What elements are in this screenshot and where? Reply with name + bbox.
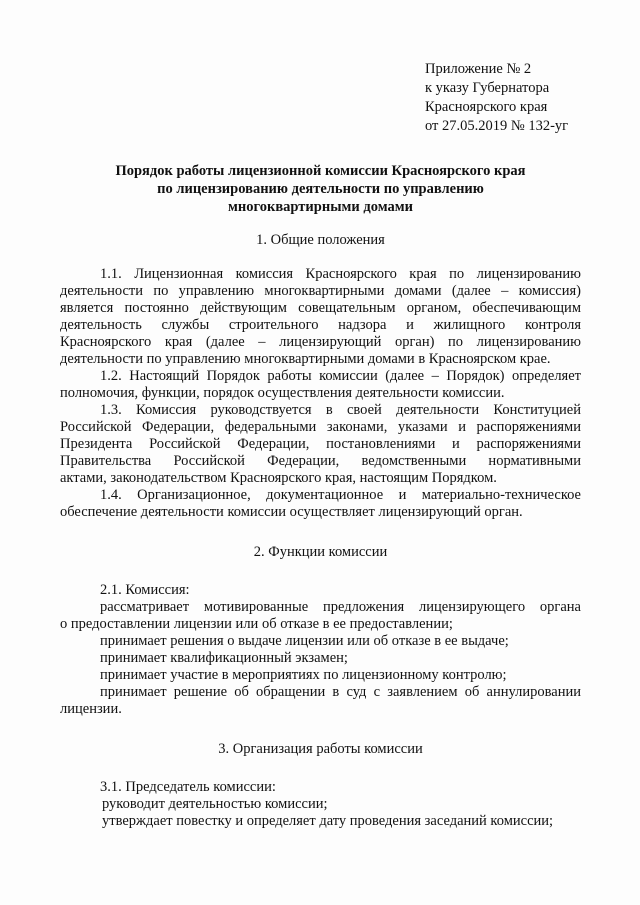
appendix-line: Приложение № 2 bbox=[425, 61, 532, 77]
text-line: принимает участие в мероприятиях по лицензионному контролю; bbox=[100, 667, 507, 683]
text-line: принимает квалификационный экзамен; bbox=[100, 650, 348, 666]
paragraph-1-1 bbox=[60, 266, 581, 368]
text-line: принимает решения о выдаче лицензии или об отказе в ее выдаче; bbox=[100, 633, 509, 649]
appendix-line: Красноярского края bbox=[425, 99, 548, 115]
text-line: утверждает повестку и определяет дату проведения заседаний комиссии; bbox=[102, 813, 554, 829]
paragraph-2-1 bbox=[60, 582, 581, 718]
section-heading-general: 1. Общие положения bbox=[256, 232, 385, 248]
text-line: Президента Российской Федерации, постановлениями и распоряжениями bbox=[60, 436, 581, 452]
text-line: Российской Федерации, федеральными законами, указами и распоряжениями bbox=[60, 419, 581, 435]
section-heading-functions: 2. Функции комиссии bbox=[253, 544, 388, 560]
appendix-line: от 27.05.2019 № 132-уг bbox=[425, 118, 569, 134]
title-line: Порядок работы лицензионной комиссии Красноярского края bbox=[115, 163, 526, 179]
text-line: 3.1. Председатель комиссии: bbox=[100, 779, 276, 795]
text-line: принимает решение об обращении в суд с заявлением об аннулировании bbox=[100, 684, 581, 700]
text-line: Красноярского края (далее – лицензирующий орган) по лицензированию bbox=[60, 334, 581, 350]
text-line: обеспечение деятельности комиссии осуществляет лицензирующий орган. bbox=[60, 504, 523, 520]
text-line: руководит деятельностью комиссии; bbox=[102, 796, 328, 812]
paragraph-1-4 bbox=[60, 487, 581, 521]
paragraph-1-3 bbox=[60, 402, 581, 487]
text-line: является постоянно действующим совещательным органом, обеспечивающим bbox=[60, 300, 581, 316]
appendix-line: к указу Губернатора bbox=[425, 80, 550, 96]
text-line: 1.4. Организационное, документационное и материально-техническое bbox=[100, 487, 581, 503]
text-line: 2.1. Комиссия: bbox=[100, 582, 190, 598]
text-line: деятельность службы строительного надзора и жилищного контроля bbox=[60, 317, 581, 333]
text-line: Правительства Российской Федерации, ведомственными нормативными bbox=[60, 453, 581, 469]
text-line: лицензии. bbox=[60, 701, 122, 717]
paragraph-1-2 bbox=[60, 368, 581, 402]
document-title bbox=[60, 162, 581, 216]
text-line: о предоставлении лицензии или об отказе в ее предоставлении; bbox=[60, 616, 453, 632]
text-line: актами, законодательством Красноярского края, настоящим Порядком. bbox=[60, 470, 497, 486]
text-line: 1.1. Лицензионная комиссия Красноярского края по лицензированию bbox=[100, 266, 581, 282]
text-line: рассматривает мотивированные предложения лицензирующего органа bbox=[100, 599, 581, 615]
text-line: деятельности по управлению многоквартирными домами в Красноярском крае. bbox=[60, 351, 551, 367]
text-line: 1.2. Настоящий Порядок работы комиссии (далее – Порядок) определяет bbox=[100, 368, 581, 384]
text-line: 1.3. Комиссия руководствуется в своей деятельности Конституцией bbox=[100, 402, 581, 418]
text-line: деятельности по управлению многоквартирными домами (далее – комиссия) bbox=[60, 283, 581, 299]
section-heading-organization: 3. Организация работы комиссии bbox=[218, 741, 423, 757]
title-line: по лицензированию деятельности по управлению bbox=[157, 181, 484, 197]
text-line: полномочия, функции, порядок осуществления деятельности комиссии. bbox=[60, 385, 505, 401]
paragraph-3-1 bbox=[60, 779, 581, 830]
title-line: многоквартирными домами bbox=[228, 199, 413, 215]
appendix-header bbox=[425, 60, 568, 136]
